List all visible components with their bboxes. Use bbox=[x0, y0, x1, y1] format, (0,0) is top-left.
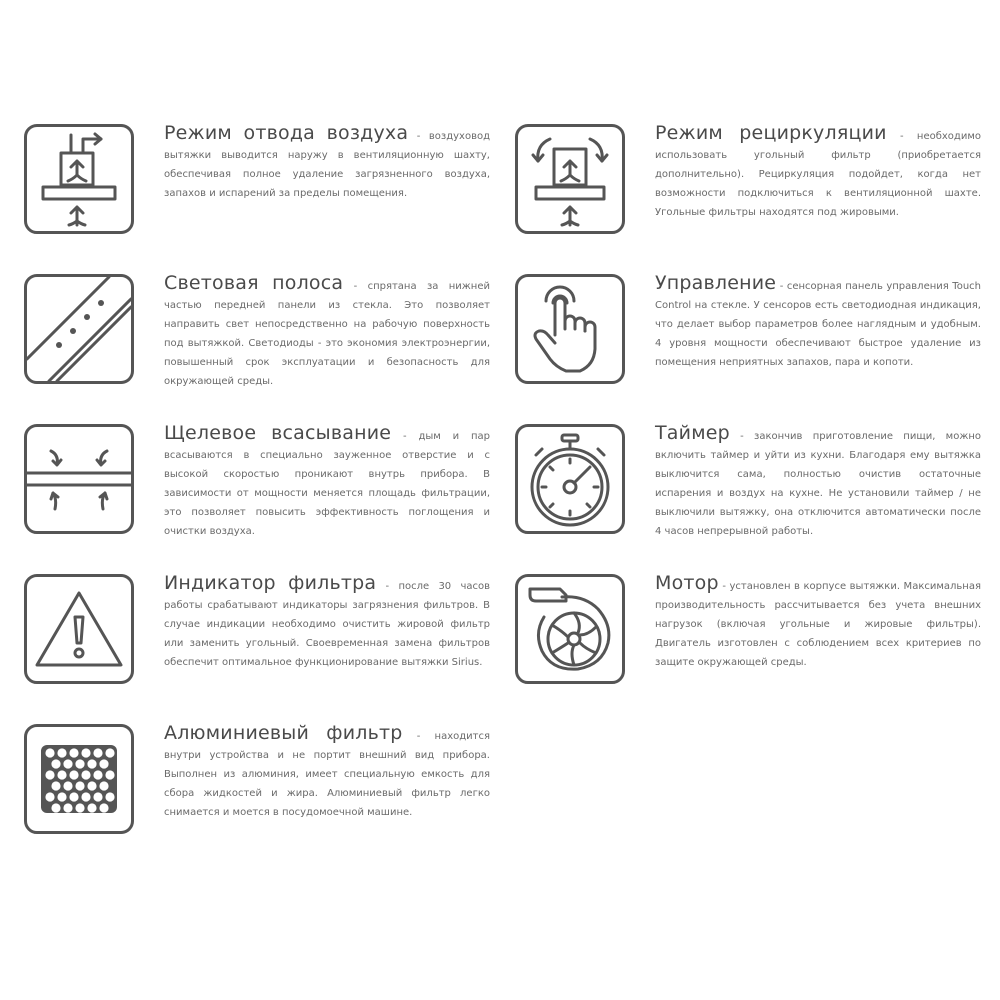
feature-title: Алюминиевый фильтр bbox=[164, 722, 403, 744]
feature-description: - необходимо использовать угольный фильтр (приобретается дополнительно). Рециркуляция подойдет, когда нет возможности подключиться к вентиляционной шахте. Угольные фильтры находятся под жировыми. bbox=[655, 131, 981, 218]
feature-text bbox=[655, 424, 981, 541]
turbine-motor-icon bbox=[515, 574, 625, 684]
feature-description: - после 30 часов работы срабатывают индикаторы загрязнения фильтров. В случае индикации необходимо очистить жировой фильтр или заменить угольный. Своевременная замена фильтров обеспечит оптимальное функционирование вытяжки Sirius. bbox=[164, 581, 491, 668]
exhaust-mode-icon bbox=[24, 124, 134, 234]
mesh-filter-icon bbox=[24, 724, 134, 834]
feature-title: Таймер bbox=[655, 422, 730, 444]
recirculation-mode-icon bbox=[515, 124, 625, 234]
feature-text bbox=[164, 574, 490, 672]
slot-suction-icon bbox=[24, 424, 134, 534]
feature-description: - находится внутри устройства и не портит внешний вид прибора. Выполнен из алюминия, имеет специальную емкость для сбора жидкостей и жира. Алюминиевый фильтр легко снимается и моется в посудомоечной машине. bbox=[164, 731, 490, 818]
feature-title: Режим отвода воздуха bbox=[164, 122, 409, 144]
feature-description: - установлен в корпусе вытяжки. Максимальная производительность рассчитывается без учета внешних нагрузок (включая угольные и жировые фильтры). Двигатель изготовлен с соблюдением всех критериев по защите окружающей среды. bbox=[655, 581, 981, 668]
feature-light-strip bbox=[24, 274, 494, 389]
feature-exhaust-mode bbox=[24, 124, 494, 239]
feature-text bbox=[655, 574, 981, 672]
feature-text bbox=[655, 124, 981, 222]
feature-description: - дым и пар всасываются в специально зауженное отверстие и с высокой скоростью проникают внутрь прибора. В зависимости от мощности меняется площадь фильтрации, это позволяет повысить эффективность поглощения и очистки воздуха. bbox=[164, 431, 490, 537]
feature-description: - воздуховод вытяжки выводится наружу в вентиляционную шахту, обеспечивая полное удаление загрязненного воздуха, запахов и испарений за пределы помещения. bbox=[164, 131, 491, 199]
feature-recirculation-mode bbox=[515, 124, 985, 239]
light-strip-icon bbox=[24, 274, 134, 384]
feature-description: - сенсорная панель управления Touch Control на стекле. У сенсоров есть светодиодная индикация, что делает выбор параметров более наглядным и удобным. 4 уровня мощности обеспечивают быстрое удаление из помещения неприятных запахов, пара и копоти. bbox=[655, 281, 981, 368]
touch-hand-icon bbox=[515, 274, 625, 384]
feature-title: Световая полоса bbox=[164, 272, 344, 294]
feature-title: Щелевое всасывание bbox=[164, 422, 392, 444]
feature-text bbox=[164, 424, 490, 541]
feature-description: - закончив приготовление пищи, можно включить таймер и уйти из кухни. Благодаря ему вытяжка выключится сама, полностью очистив остаточные испарения и воздух на кухне. Не установили таймер / не выключили вытяжку, она отключится автоматически после 4 часов непрерывной работы. bbox=[655, 431, 981, 537]
feature-aluminium-filter bbox=[24, 724, 494, 839]
feature-text bbox=[164, 724, 490, 822]
feature-title: Индикатор фильтра bbox=[164, 572, 377, 594]
feature-text bbox=[164, 124, 490, 203]
feature-control bbox=[515, 274, 985, 389]
feature-slot-suction bbox=[24, 424, 494, 539]
warning-triangle-icon bbox=[24, 574, 134, 684]
feature-filter-indicator bbox=[24, 574, 494, 689]
feature-title: Режим рециркуляции bbox=[655, 122, 887, 144]
feature-text bbox=[164, 274, 490, 391]
feature-motor bbox=[515, 574, 985, 689]
feature-text bbox=[655, 274, 981, 372]
feature-title: Управление bbox=[655, 272, 777, 294]
feature-title: Мотор bbox=[655, 572, 719, 594]
feature-description: - спрятана за нижней частью передней панели из стекла. Это позволяет направить свет непосредственно на рабочую поверхность под вытяжкой. Светодиоды - это экономия электроэнергии, повышенный срок эксплуатации и безопасность для окружающей среды. bbox=[164, 281, 490, 387]
stopwatch-icon bbox=[515, 424, 625, 534]
feature-timer bbox=[515, 424, 985, 539]
